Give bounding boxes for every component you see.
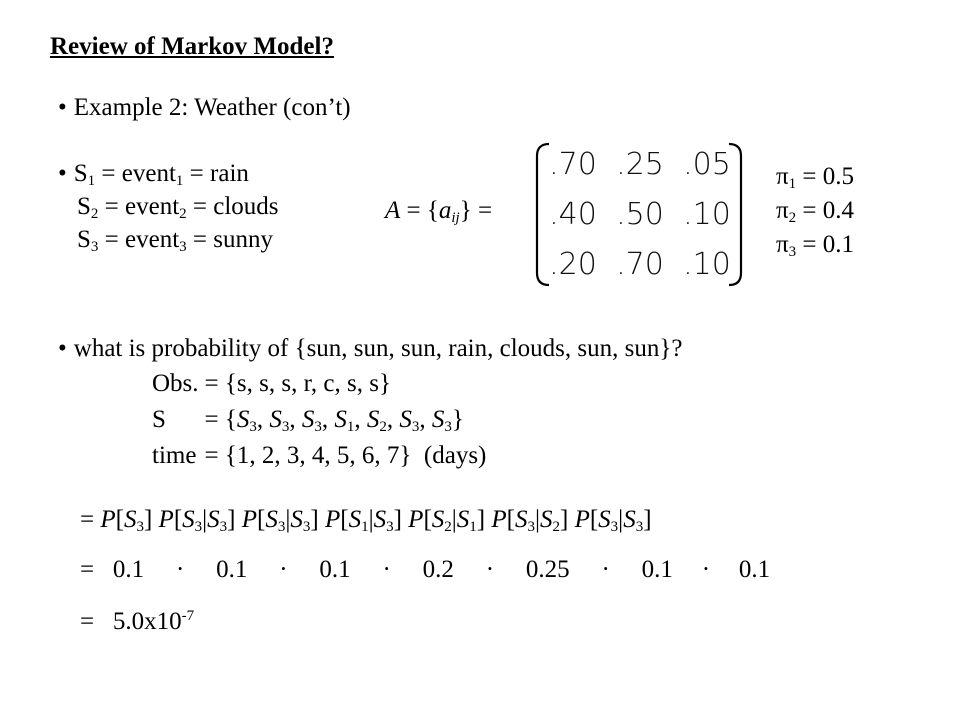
observation-table (152, 370, 486, 478)
matrix-cell: .10 (683, 197, 731, 232)
event-row: $S_3$ = event$_3$ = sunny (77, 226, 273, 255)
page-title: Review of Markov Model? (50, 33, 334, 60)
matrix-cell: .20 (549, 247, 597, 282)
state-row (152, 406, 486, 442)
time-unit: (days) (423, 442, 487, 469)
matrix-cell: .50 (616, 197, 664, 232)
state-value: = {$S_3$, $S_3$, $S_3$, $S_1$, $S_2$, $S_3$, $S_3$} (204, 406, 464, 435)
example-line (58, 94, 351, 123)
obs-label: Obs. (152, 370, 199, 397)
matrix-cell: .70 (616, 247, 664, 282)
initial-probabilities (776, 163, 854, 265)
multiply-dot: · (601, 556, 610, 583)
bullet: • (58, 160, 67, 187)
pi-row: $\pi_3 = 0.1$ (776, 231, 854, 260)
probability-expression: = $P[S_3]$ $P[S_3|S_3]$ $P[S_3|S_3]$ $P[S_1|S_3]$ $P[S_2|S_1]$ $P[S_3|S_2]$ $P[S_3|S_3]$ (80, 506, 652, 535)
multiply-dot: · (485, 556, 495, 583)
obs-value: = {s, s, s, r, c, s, s} (204, 370, 391, 397)
probability-term: $P[S_3|S_3]$ (241, 506, 319, 535)
matrix-cell: .05 (683, 147, 731, 182)
bullet: • (58, 335, 67, 362)
value-term: 0.1 (216, 556, 248, 583)
value-term: 0.25 (525, 556, 570, 583)
value-term: 0.1 (319, 556, 351, 583)
probability-term: $P[S_3|S_3]$ (574, 506, 652, 535)
value-term: 0.2 (422, 556, 454, 583)
probability-term: $P[S_3|S_2]$ (491, 506, 569, 535)
question-line (58, 335, 682, 364)
multiply-dot: · (175, 556, 185, 583)
state-sequence: $S_3$, $S_3$, $S_3$, $S_1$, $S_2$, $S_3$, $S_3$ (236, 406, 452, 435)
question-text: what is probability of {sun, sun, sun, rain, clouds, sun, sun}? (73, 335, 683, 362)
event-row: $S_2$ = event$_2$ = clouds (77, 193, 279, 222)
value-term: 0.1 (738, 556, 771, 583)
transition-matrix (533, 142, 745, 287)
probability-term: $P[S_3|S_3]$ (158, 506, 236, 535)
pi-row: $\pi_2 = 0.4$ (776, 197, 854, 226)
matrix-cell: .10 (683, 247, 731, 282)
bullet: • (58, 94, 67, 121)
multiply-dot: · (701, 556, 711, 583)
time-label: time (152, 442, 197, 469)
value-term: 0.1 (112, 556, 145, 583)
time-value: = {1, 2, 3, 4, 5, 6, 7} (days) (204, 442, 487, 469)
probability-terms (100, 506, 651, 533)
events-list (58, 160, 279, 259)
obs-row (152, 370, 486, 406)
matrix-cell: .70 (549, 147, 597, 182)
multiply-dot: · (279, 556, 288, 583)
probability-values: = 0.1 · 0.1 · 0.1 · 0.2 · 0.25 · 0.1 · 0.1 (80, 556, 771, 583)
probability-term: $P[S_2|S_1]$ (408, 506, 486, 535)
event-row: • $S_1$ = event$_1$ = rain (58, 160, 249, 189)
example-text: Example 2: Weather (con’t) (73, 94, 351, 121)
probability-term: $P[S_1|S_3]$ (324, 506, 402, 535)
probability-term: $P[S_3]$ (100, 506, 153, 535)
matrix-cell: .25 (616, 147, 664, 182)
matrix-label: $A = \{a_{ij}\}$ = (385, 197, 493, 226)
value-list (113, 556, 770, 583)
matrix-cell: .40 (549, 197, 597, 232)
pi-row: $\pi_1 = 0.5$ (776, 163, 854, 192)
multiply-dot: · (382, 556, 391, 583)
probability-result: = $5.0x10^{-7}$ (80, 608, 195, 635)
value-term: 0.1 (641, 556, 673, 583)
time-row (152, 442, 486, 478)
state-label: S (152, 406, 166, 433)
